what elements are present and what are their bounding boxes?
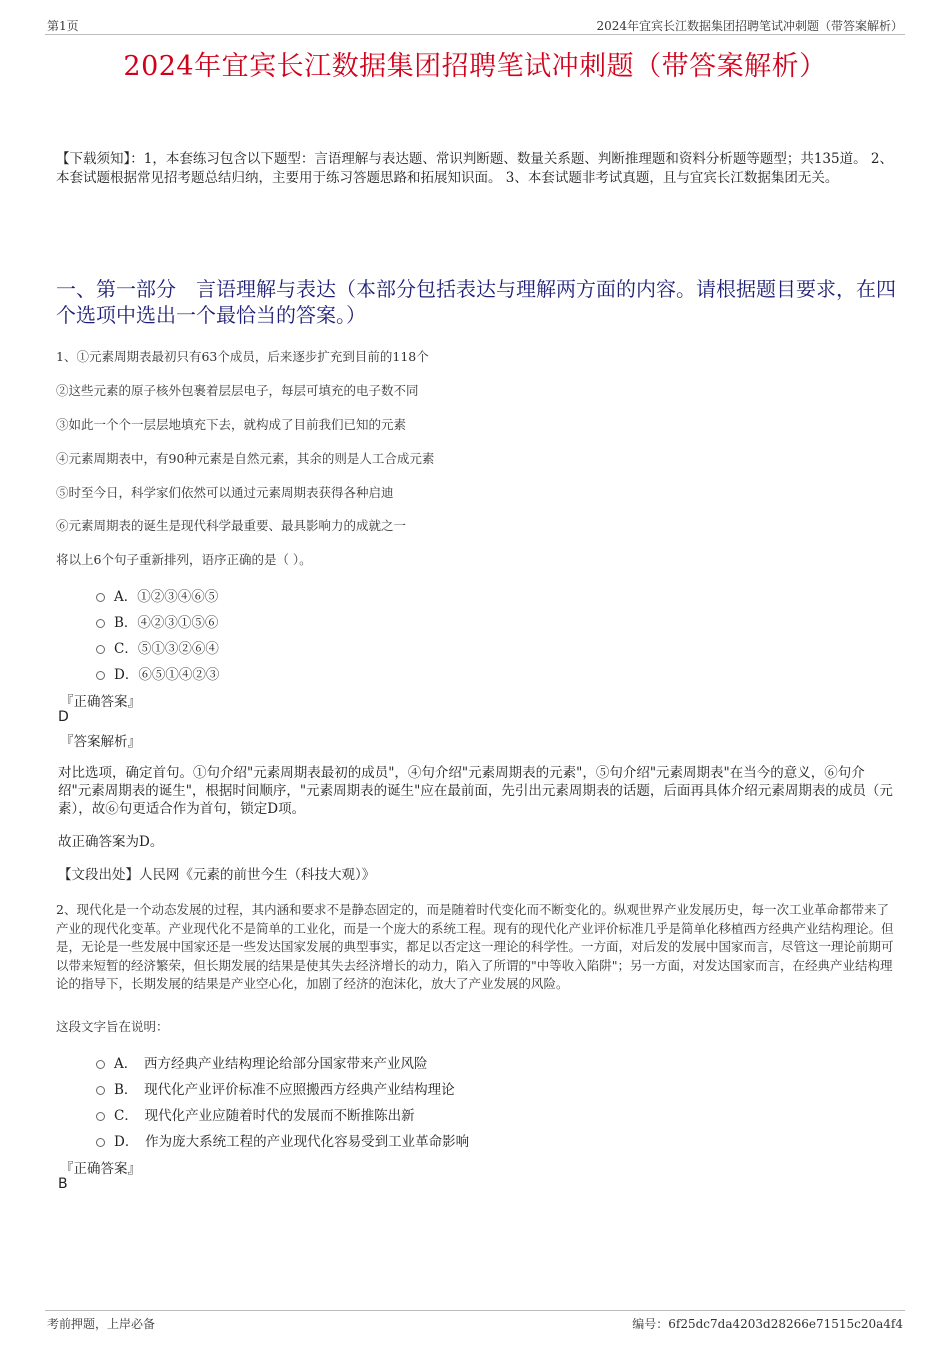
q1-answer: D xyxy=(58,709,69,725)
option-label: B．④②③①⑤⑥ xyxy=(114,615,219,631)
page-title: 2024年宜宾长江数据集团招聘笔试冲刺题（带答案解析） xyxy=(123,51,827,82)
radio-icon[interactable] xyxy=(96,1112,105,1121)
radio-icon[interactable] xyxy=(96,1060,105,1069)
radio-icon[interactable] xyxy=(96,1086,105,1095)
q1-line: ⑤时至今日，科学家们依然可以通过元素周期表获得各种启迪 xyxy=(56,485,394,500)
page-footer xyxy=(45,1310,905,1333)
q1-prompt: 将以上6个句子重新排列，语序正确的是（ ）。 xyxy=(56,552,312,567)
download-notice: 【下载须知】：1，本套练习包含以下题型：言语理解与表达题、常识判断题、数量关系题、判断推理题和资料分析题等题型；共135道。 2、本套试题根据常见招考题总结归纳，主要用于练习答题思路和拓展知识面。 3、本套试题非考试真题，且与宜宾长江数据集团无关。 xyxy=(56,151,893,186)
footer-serial: 编号：6f25dc7da4203d28266e71515c20a4f4 xyxy=(632,1317,903,1331)
q1-option-c[interactable] xyxy=(96,637,219,657)
q1-option-d[interactable] xyxy=(96,663,219,683)
q1-line: ④元素周期表中，有90种元素是自然元素，其余的则是人工合成元素 xyxy=(56,451,435,466)
q2-option-c[interactable] xyxy=(96,1104,415,1124)
radio-icon[interactable] xyxy=(96,671,105,680)
q1-line: ②这些元素的原子核外包裹着层层电子，每层可填充的电子数不同 xyxy=(56,383,419,398)
q1-conclusion: 故正确答案为D。 xyxy=(58,834,164,850)
q1-option-b[interactable] xyxy=(96,611,218,631)
option-label: A． 西方经典产业结构理论给部分国家带来产业风险 xyxy=(114,1056,428,1072)
q1-analysis: 对比选项，确定首句。①句介绍"元素周期表最初的成员"，④句介绍"元素周期表的元素"，⑤句介绍"元素周期表"在当今的意义，⑥句介绍"元素周期表的诞生"，根据时间顺序，"元素周期表的诞生"应在最前面，先引出元素周期表的话题，后面再具体介绍元素周期表的成员（元素），故⑥句更适合作为首句，锁定D项。 xyxy=(58,765,893,817)
q2-prompt: 这段文字旨在说明： xyxy=(56,1019,169,1034)
q1-line: 1、①元素周期表最初只有63个成员，后来逐步扩充到目前的118个 xyxy=(56,349,429,364)
q2-answer: B xyxy=(58,1176,68,1192)
q2-option-b[interactable] xyxy=(96,1078,455,1098)
radio-icon[interactable] xyxy=(96,593,105,602)
option-label: C． 现代化产业应随着时代的发展而不断推陈出新 xyxy=(114,1108,415,1124)
option-label: A．①②③④⑥⑤ xyxy=(114,589,219,605)
q2-option-a[interactable] xyxy=(96,1052,428,1072)
radio-icon[interactable] xyxy=(96,1138,105,1147)
q1-line: ⑥元素周期表的诞生是现代科学最重要、最具影响力的成就之一 xyxy=(56,518,407,533)
q2-option-d[interactable] xyxy=(96,1130,469,1150)
header-doc-title: 2024年宜宾长江数据集团招聘笔试冲刺题（带答案解析） xyxy=(596,19,903,33)
option-label: C．⑤①③②⑥④ xyxy=(114,641,219,657)
section-heading: 一、第一部分 言语理解与表达（本部分包括表达与理解两方面的内容。请根据题目要求，在四个选项中选出一个最恰当的答案。） xyxy=(56,277,896,327)
radio-icon[interactable] xyxy=(96,645,105,654)
q1-line: ③如此一个个一层层地填充下去，就构成了目前我们已知的元素 xyxy=(56,417,407,432)
q2-answer-label: 『正确答案』 xyxy=(60,1161,141,1177)
page-header xyxy=(45,14,905,35)
radio-icon[interactable] xyxy=(96,619,105,628)
option-label: B． 现代化产业评价标准不应照搬西方经典产业结构理论 xyxy=(114,1082,455,1098)
q2-paragraph: 2、现代化是一个动态发展的过程，其内涵和要求不是静态固定的，而是随着时代变化而不断变化的。纵观世界产业发展历史，每一次工业革命都带来了产业的现代化变革。产业现代化不是简单的工业化，而是一个庞大的系统工程。现有的现代化产业评价标准几乎是简单化移植西方经典产业结构理论。但是，无论是一些发展中国家还是一些发达国家发展的典型事实，都足以否定这一理论的科学性。一方面，对后发的发展中国家而言，尽管这一理论前期可以带来短暂的经济繁荣，但长期发展的结果是使其失去经济增长的动力，陷入了所谓的"中等收入陷阱"；另一方面，对发达国家而言，在经典产业结构理论的指导下，长期发展的结果是产业空心化，加剧了经济的泡沫化，放大了产业发展的风险。 xyxy=(56,902,894,991)
option-label: D． 作为庞大系统工程的产业现代化容易受到工业革命影响 xyxy=(114,1134,470,1150)
page-number: 第1页 xyxy=(47,19,79,33)
option-label: D．⑥⑤①④②③ xyxy=(114,667,220,683)
q1-answer-label: 『正确答案』 xyxy=(60,694,141,710)
q1-option-a[interactable] xyxy=(96,585,218,605)
q1-analysis-label: 『答案解析』 xyxy=(60,734,141,750)
q1-source: 【文段出处】人民网《元素的前世今生（科技大观）》 xyxy=(58,867,376,883)
footer-slogan: 考前押题，上岸必备 xyxy=(47,1317,156,1331)
